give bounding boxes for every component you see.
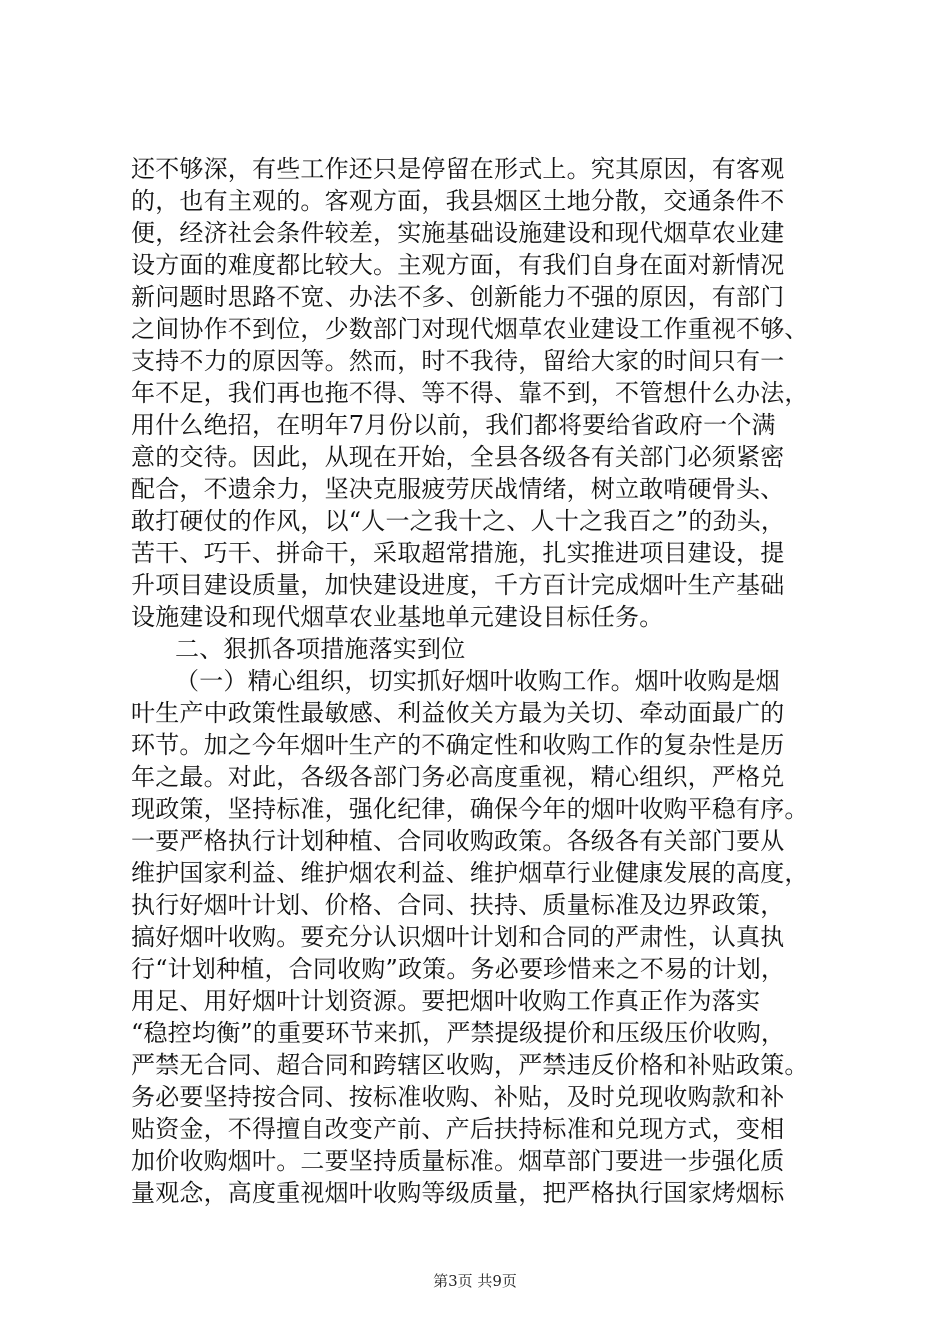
text-line: 环节。加之今年烟叶生产的不确定性和收购工作的复杂性是历	[131, 731, 785, 759]
text-line: 配合，不遗余力，坚决克服疲劳厌战情绪，树立敢啃硬骨头、	[131, 475, 785, 503]
text-line: “稳控均衡”的重要环节来抓，严禁提级提价和压级压价收购，	[131, 1019, 786, 1047]
text-line: 设施建设和现代烟草农业基地单元建设目标任务。	[131, 603, 664, 631]
text-line: 年不足，我们再也拖不得、等不得、靠不到，不管想什么办法，	[131, 379, 809, 407]
text-line: 便，经济社会条件较差，实施基础设施建设和现代烟草农业建	[131, 219, 785, 247]
text-line: 年之最。对此，各级各部门务必高度重视，精心组织，严格兑	[131, 763, 785, 791]
text-line: 维护国家利益、维护烟农利益、维护烟草行业健康发展的高度，	[131, 859, 809, 887]
text-line: 的，也有主观的。客观方面，我县烟区土地分散，交通条件不	[131, 187, 785, 215]
text-line: 升项目建设质量，加快建设进度，千方百计完成烟叶生产基础	[131, 571, 785, 599]
text-line: 设方面的难度都比较大。主观方面，有我们自身在面对新情况	[131, 251, 785, 279]
text-line: 新问题时思路不宽、办法不多、创新能力不强的原因，有部门	[131, 283, 785, 311]
text-line: 执行好烟叶计划、价格、合同、扶持、质量标准及边界政策，	[131, 891, 785, 919]
text-line: 还不够深，有些工作还只是停留在形式上。究其原因，有客观	[131, 155, 785, 183]
text-line: 敢打硬仗的作风，以“人一之我十之、人十之我百之”的劲头，	[131, 507, 786, 535]
text-line: 行“计划种植，合同收购”政策。务必要珍惜来之不易的计划，	[131, 955, 786, 983]
text-line: 贴资金，不得擅自改变产前、产后扶持标准和兑现方式，变相	[131, 1115, 785, 1143]
text-line: 之间协作不到位，少数部门对现代烟草农业建设工作重视不够、	[131, 315, 809, 343]
text-line: 量观念，高度重视烟叶收购等级质量，把严格执行国家烤烟标	[131, 1179, 785, 1207]
text-line: 务必要坚持按合同、按标准收购、补贴，及时兑现收购款和补	[131, 1083, 785, 1111]
text-line: 用什么绝招，在明年7月份以前，我们都将要给省政府一个满	[131, 411, 776, 439]
text-line: 叶生产中政策性最敏感、利益攸关方最为关切、牵动面最广的	[131, 699, 785, 727]
text-line: 搞好烟叶收购。要充分认识烟叶计划和合同的严肃性，认真执	[131, 923, 785, 951]
text-line: 一要严格执行计划种植、合同收购政策。各级各有关部门要从	[131, 827, 785, 855]
text-line: 严禁无合同、超合同和跨辖区收购，严禁违反价格和补贴政策。	[131, 1051, 809, 1079]
body-text	[131, 153, 831, 1209]
page-footer: 第3页 共9页	[433, 1272, 517, 1290]
text-line: 苦干、巧干、拼命干，采取超常措施，扎实推进项目建设，提	[131, 539, 785, 567]
text-line: 现政策，坚持标准，强化纪律，确保今年的烟叶收购平稳有序。	[131, 795, 809, 823]
text-line: 意的交待。因此，从现在开始，全县各级各有关部门必须紧密	[131, 443, 785, 471]
section-heading: 二、狠抓各项措施落实到位	[175, 635, 466, 663]
text-line: 支持不力的原因等。然而，时不我待，留给大家的时间只有一	[131, 347, 785, 375]
subsection-heading: （一）精心组织，切实抓好烟叶收购工作。烟叶收购是烟	[175, 667, 780, 695]
text-line: 加价收购烟叶。二要坚持质量标准。烟草部门要进一步强化质	[131, 1147, 785, 1175]
text-line: 用足、用好烟叶计划资源。要把烟叶收购工作真正作为落实	[131, 987, 761, 1015]
